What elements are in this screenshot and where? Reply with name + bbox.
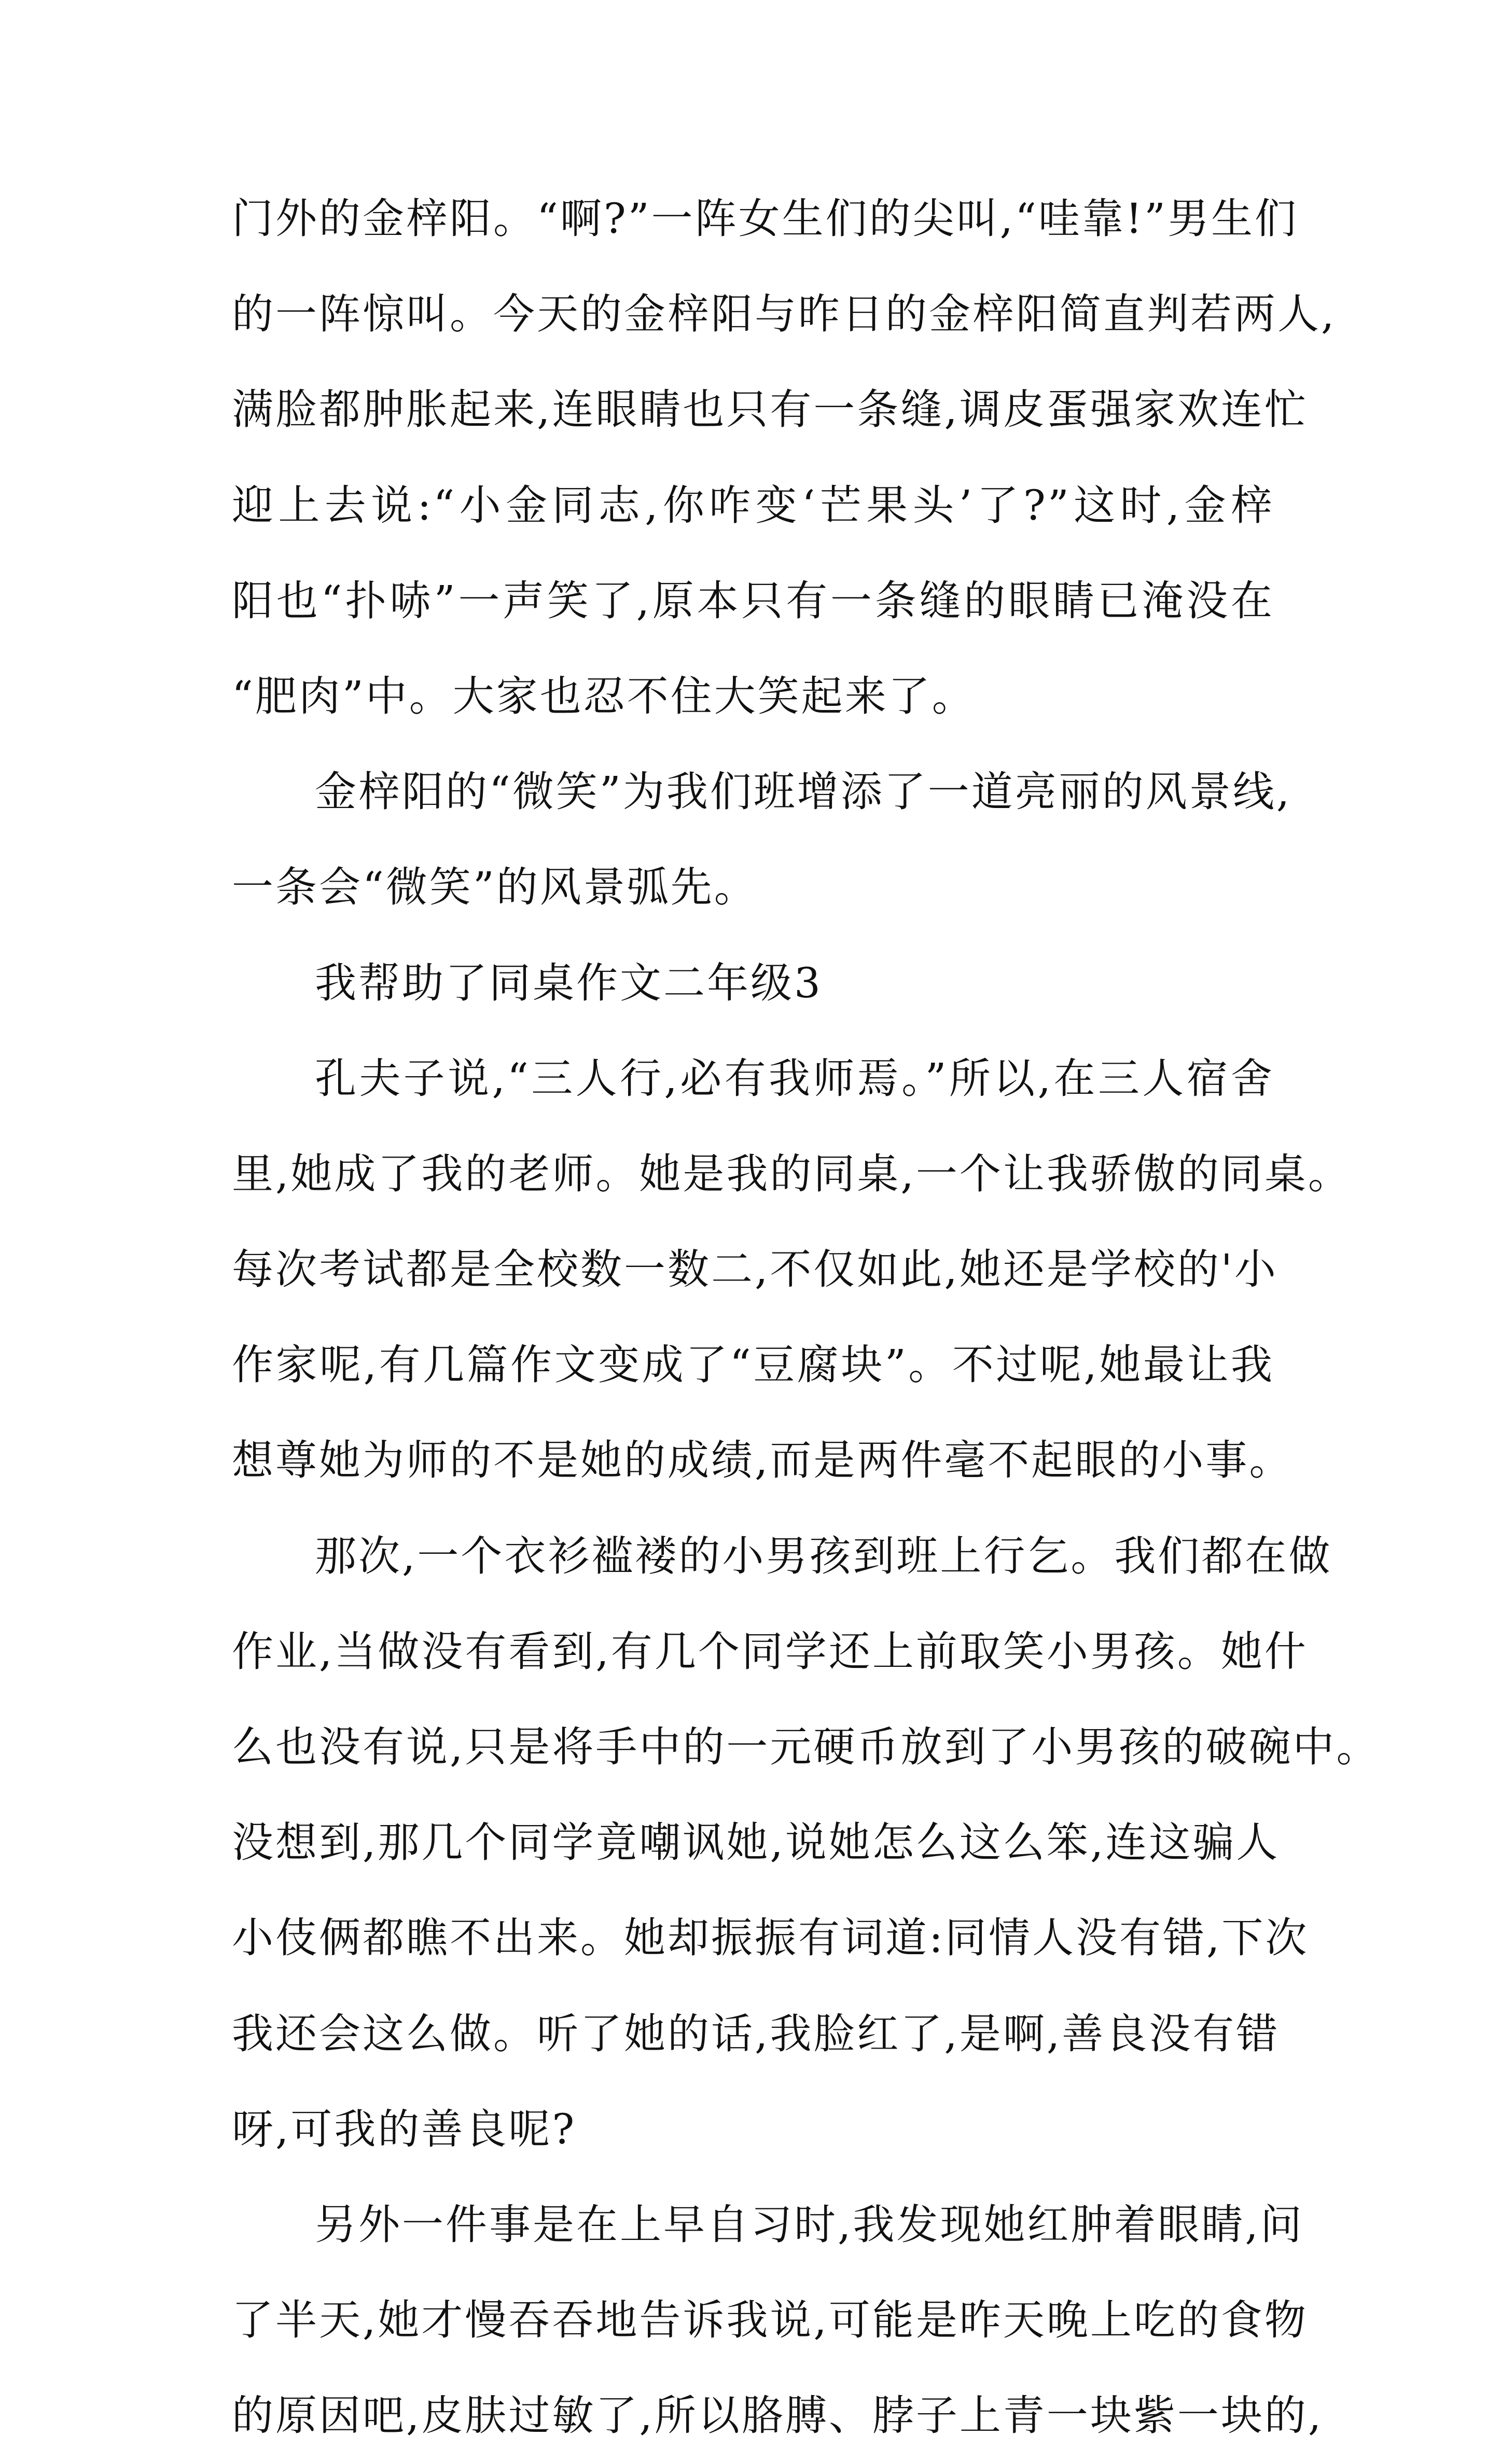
text-line: 迎上去说:“小金同志,你咋变‘芒果头’了?”这时,金梓: [232, 481, 1274, 530]
text-line: 呀,可我的善良呢?: [232, 2105, 577, 2153]
paragraph-first-line: 另外一件事是在上早自习时,我发现她红肿着眼睛,问: [315, 2200, 1304, 2249]
paragraph-first-line: 那次,一个衣衫褴褛的小男孩到班上行乞。我们都在做: [315, 1532, 1332, 1580]
text-line: 的一阵惊叫。今天的金梓阳与昨日的金梓阳简直判若两人,: [232, 290, 1337, 339]
text-line: 门外的金梓阳。“啊?”一阵女生们的尖叫,“哇靠!”男生们: [232, 194, 1299, 243]
text-line: 每次考试都是全校数一数二,不仅如此,她还是学校的'小: [232, 1245, 1278, 1294]
text-line: 里,她成了我的老师。她是我的同桌,一个让我骄傲的同桌。: [232, 1149, 1352, 1198]
text-line: 么也没有说,只是将手中的一元硬币放到了小男孩的破碗中。: [232, 1723, 1380, 1771]
text-line: 想尊她为师的不是她的成绩,而是两件毫不起眼的小事。: [232, 1436, 1293, 1485]
text-line: 阳也“扑哧”一声笑了,原本只有一条缝的眼睛已淹没在: [232, 576, 1274, 625]
document-body: [232, 171, 1380, 2464]
paragraph-first-line: 孔夫子说,“三人行,必有我师焉。”所以,在三人宿舍: [315, 1054, 1274, 1103]
text-line: 作业,当做没有看到,有几个同学还上前取笑小男孩。她什: [232, 1627, 1308, 1676]
text-line: 作家呢,有几篇作文变成了“豆腐块”。不过呢,她最让我: [232, 1341, 1274, 1389]
section-heading: 我帮助了同桌作文二年级3: [315, 958, 823, 1007]
text-line: 了半天,她才慢吞吞地告诉我说,可能是昨天晚上吃的食物: [232, 2296, 1308, 2345]
text-line: “肥肉”中。大家也忍不住大笑起来了。: [232, 672, 976, 720]
text-line: 满脸都肿胀起来,连眼睛也只有一条缝,调皮蛋强家欢连忙: [232, 385, 1308, 434]
text-line: 小伎俩都瞧不出来。她却振振有词道:同情人没有错,下次: [232, 1914, 1309, 1962]
paragraph-first-line: 金梓阳的“微笑”为我们班增添了一道亮丽的风景线,: [315, 768, 1292, 816]
text-line: 没想到,那几个同学竟嘲讽她,说她怎么这么笨,连这骗人: [232, 1818, 1280, 1867]
text-line: 的原因吧,皮肤过敏了,所以胳膊、脖子上青一块紫一块的,: [232, 2391, 1324, 2440]
text-line: 一条会“微笑”的风景弧先。: [232, 863, 758, 912]
text-line: 我还会这么做。听了她的话,我脸红了,是啊,善良没有错: [232, 2009, 1280, 2058]
